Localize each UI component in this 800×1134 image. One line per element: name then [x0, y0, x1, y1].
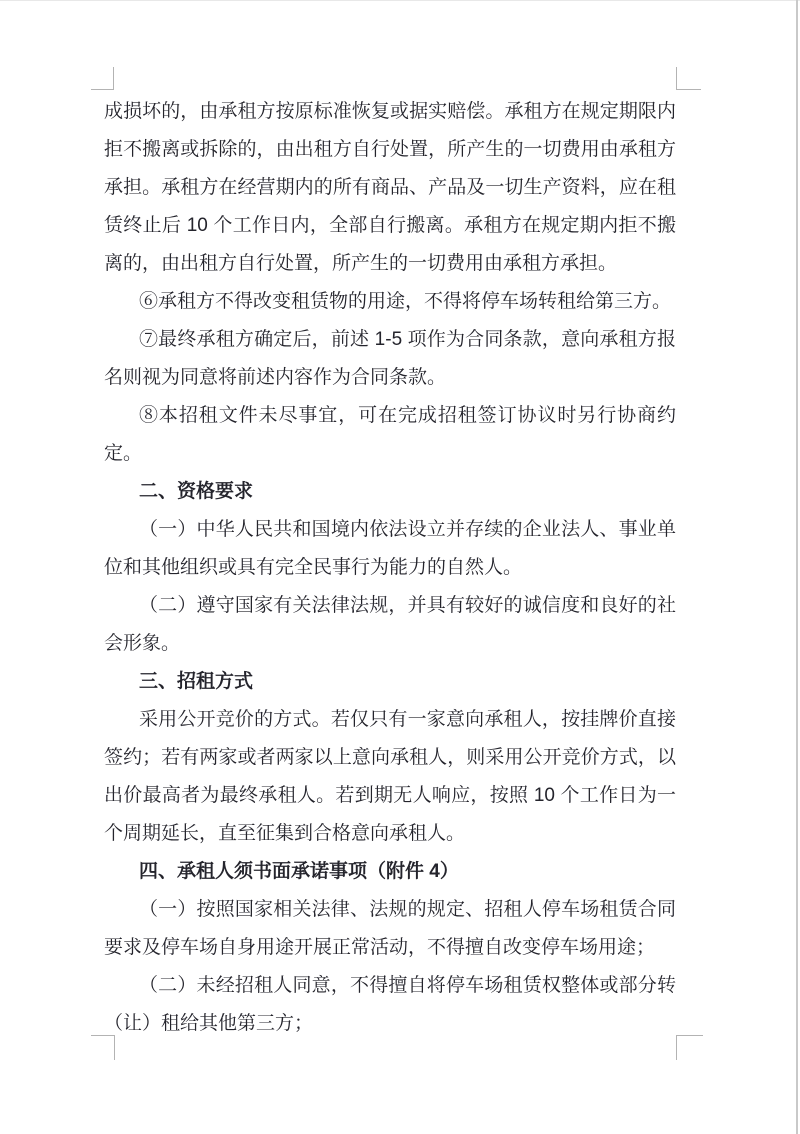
margin-crop-mark-bottom-right — [676, 1035, 703, 1060]
paragraph: （一）按照国家相关法律、法规的规定、招租人停车场租赁合同要求及停车场自身用途开展正常活动，不得擅自改变停车场用途； — [104, 899, 676, 958]
paragraph: （二）遵守国家有关法律法规，并具有较好的诚信度和良好的社会形象。 — [104, 595, 676, 654]
section-heading-written-commitments: 四、承租人须书面承诺事项（附件 4） — [139, 861, 459, 882]
section-heading-leasing-method: 三、招租方式 — [139, 671, 254, 692]
page-right-edge — [796, 0, 798, 1134]
paragraph: （一）中华人民共和国境内依法设立并存续的企业法人、事业单位和其他组织或具有完全民事行为能力的自然人。 — [104, 519, 676, 578]
paragraph: 成损坏的，由承租方按原标准恢复或据实赔偿。承租方在规定期限内拒不搬离或拆除的，由出租方自行处置，所产生的一切费用由承租方承担。承租方在经营期内的所有商品、产品及一切生产资料，应在租赁终止后 10 个工作日内，全部自行搬离。承租方在规定期内拒不搬离的，由出租方自行处置，所产生的一切费用由承租方承担。 — [104, 101, 676, 274]
margin-crop-mark-top-right — [676, 67, 701, 90]
paragraph: ⑧本招租文件未尽事宜，可在完成招租签订协议时另行协商约定。 — [104, 405, 676, 464]
margin-crop-mark-top-left — [91, 67, 114, 90]
paragraph: ⑥承租方不得改变租赁物的用途，不得将停车场转租给第三方。 — [139, 291, 672, 312]
section-heading-qualifications: 二、资格要求 — [139, 481, 254, 502]
paragraph: ⑦最终承租方确定后，前述 1-5 项作为合同条款，意向承租方报名则视为同意将前述内容作为合同条款。 — [104, 329, 676, 388]
page-top-edge — [0, 0, 800, 1]
paragraph: 采用公开竞价的方式。若仅只有一家意向承租人，按挂牌价直接签约；若有两家或者两家以上意向承租人，则采用公开竞价方式，以出价最高者为最终承租人。若到期无人响应，按照 10 个工作日为一个周期延长，直至征集到合格意向承租人。 — [104, 709, 676, 844]
document-body — [104, 93, 676, 1043]
paragraph: （二）未经招租人同意，不得擅自将停车场租赁权整体或部分转（让）租给其他第三方； — [104, 975, 676, 1034]
